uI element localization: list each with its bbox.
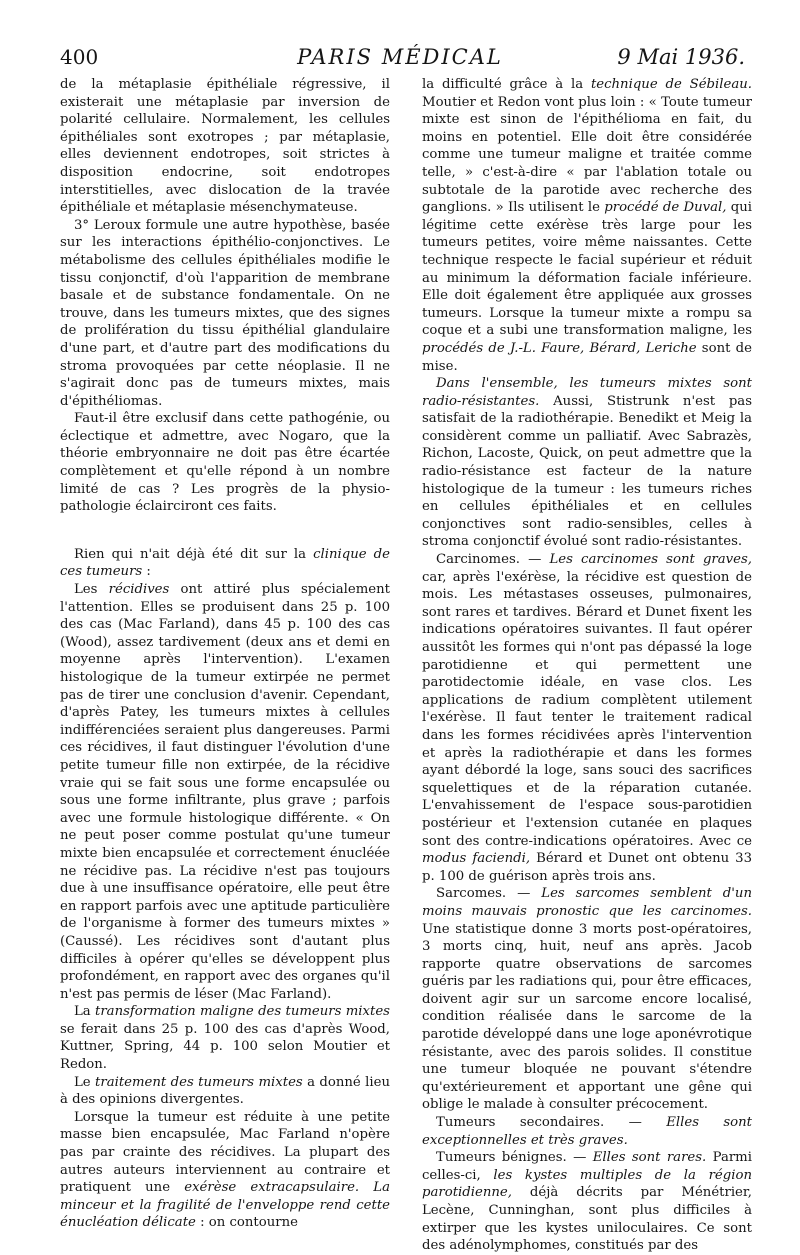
journal-title: PARIS MÉDICAL <box>297 45 503 69</box>
right-column <box>422 76 752 1255</box>
left-column <box>60 76 390 1232</box>
paragraph: Rien qui n'ait déjà été dit sur la clinique de ces tumeurs : <box>60 546 390 580</box>
section-tumeurs-secondaires: Tumeurs secondaires. — Elles sont exceptionnelles et très graves. <box>422 1115 752 1148</box>
paragraph: Les récidives ont attiré plus spécialement l'attention. Elles se produisent dans 25 p. 100 des cas (Mac Farland), dans 45 p. 100 des cas (Wood), assez tardivement (deux ans et demi en moyenne après l'intervention). L'examen histologique de la tumeur extirpée ne permet pas de tirer une conclusion d'avenir. Cependant, d'après Patey, les tumeurs mixtes à cellules indifférenciées seraient plus dangereuses. Parmi ces récidives, il faut distinguer l'évolution d'une petite tumeur fille non extirpée, de la récidive vraie qui se fait sous une forme encapsulée ou sous une forme infiltrante, plus grave ; parfois avec une formule histologique différente. « On ne peut poser comme postulat qu'une tumeur mixte bien encapsulée et correctement énucléée ne récidive pas. La récidive n'est pas toujours due à une insuffisance opératoire, elle peut être en rapport parfois avec une aptitude particulière de l'organisme à former des tumeurs mixtes » (Caussé). Les récidives sont d'autant plus difficiles à opérer qu'elles se développent plus profondément, en rapport avec des organes qu'il n'est pas permis de léser (Mac Farland). <box>60 582 390 1002</box>
section-tumeurs-benignes: Tumeurs bénignes. — Elles sont rares. Parmi celles-ci, les kystes multiples de la région parotidienne, déjà décrits par Ménétrier, Lecène, Cunninghan, sont plus difficiles à extirper que les kystes uniloculaires. Ce sont des adénolymphomes, constitués par des <box>422 1150 752 1254</box>
paragraph: Le traitement des tumeurs mixtes a donné lieu à des opinions divergentes. <box>60 1074 390 1108</box>
paragraph: la difficulté grâce à la technique de Sébileau. Moutier et Redon vont plus loin : « Toute tumeur mixte est sinon de l'épithélioma en fait, du moins en potentiel. Elle doit être considérée comme une tumeur maligne et traitée comme telle, » c'est-à-dire « par l'ablation totale ou subtotale de la parotide avec recherche des ganglions. » Ils utilisent le procédé de Duval, qui légitime cette exérèse très large pour les tumeurs petites, voire même naissantes. Cette technique respecte le facial supérieur et réduit au minimum la déformation faciale inférieure. Elle doit également être appliquée aux grosses tumeurs. Lorsque la tumeur mixte a rompu sa coque et a subi une transformation maligne, les procédés de J.-L. Faure, Bérard, Leriche sont de mise. <box>422 77 753 374</box>
section-carcinomes: Carcinomes. — Les carcinomes sont graves, car, après l'exérèse, la récidive est question de mois. Les métastases osseuses, pulmonaires, sont rares et tardives. Bérard et Dunet fixent les indications opératoires suivantes. Il faut opérer aussitôt les formes qui n'ont pas dépassé la loge parotidienne et qui permettent une parotidectomie idéale, en vase clos. Les applications de radium complètent utilement l'exérèse. Il faut tenter le traitement radical dans les formes récidivées après l'intervention et après la radiothérapie et dans les formes ayant débordé la loge, sans souci des sacrifices squelettiques et de la réparation cutanée. L'envahissement de l'espace sous-parotidien postérieur et l'extension cutanée en plaques sont des contre-indications opératoires. Avec ce modus faciendi, Bérard et Dunet ont obtenu 33 p. 100 de guérison après trois ans. <box>422 552 752 884</box>
paragraph: de la métaplasie épithéliale régressive, il existerait une métaplasie par inversion de polarité cellulaire. Normalement, les cellules épithéliales sont exotropes ; par métaplasie, elles deviennent endotropes, soit strictes à disposition endocrine, soit endotropes interstitielles, avec dislocation de la travée épithéliale et métaplasie mésenchymateuse. <box>60 77 390 216</box>
paragraph: Dans l'ensemble, les tumeurs mixtes sont radio-résistantes. Aussi, Stistrunk n'est pas satisfait de la radiothérapie. Benedikt et Meig la considèrent comme un palliatif. Avec Sabrazès, Richon, Lacoste, Quick, on peut admettre que la radio-résistance est facteur de la nature histologique de la tumeur : les tumeurs riches en cellules épithéliales et en cellules conjonctives sont radio-sensibles, celles à stroma conjonctif évolué sont radio-résistantes. <box>422 376 752 550</box>
section-sarcomes: Sarcomes. — Les sarcomes semblent d'un moins mauvais pronostic que les carcinomes. Une statistique donne 3 morts post-opératoires, 3 morts cinq, huit, neuf ans après. Jacob rapporte quatre observations de sarcomes guéris par les radiations qui, pour être efficaces, doivent agir sur un sarcome encore localisé, condition réalisée dans le sarcome de la parotide développé dans une loge aponévrotique résistante, avec des parois solides. Il constitue une tumeur bloquée ne pouvant s'étendre qu'extérieurement et apportant une gêne qui oblige le malade à consulter précocement. <box>422 886 752 1113</box>
paragraph: 3° Leroux formule une autre hypothèse, basée sur les interactions épithélio-conjonctives. Le métabolisme des cellules épithéliales modifie le tissu conjonctif, d'où l'apparition de membrane basale et de substance fondamentale. On ne trouve, dans les tumeurs mixtes, que des signes de prolifération du tissu épithélial glandulaire d'une part, et d'autre part des modifications du stroma provoquées par cette néoplasie. Il ne s'agirait donc pas de tumeurs mixtes, mais d'épithéliomas. <box>60 217 390 409</box>
paragraph: La transformation maligne des tumeurs mixtes se ferait dans 25 p. 100 des cas d'après Wood, Kuttner, Spring, 44 p. 100 selon Moutier et Redon. <box>60 1004 390 1073</box>
issue-date: 9 Mai 1936. <box>617 45 745 69</box>
paragraph: Faut-il être exclusif dans cette pathogénie, ou éclectique et admettre, avec Nogaro, que la théorie embryonnaire ne doit pas être écartée complètement et qu'elle répond à un nombre limité de cas ? Les progrès de la physio-pathologie éclairciront ces faits. <box>60 411 390 515</box>
paragraph: Lorsque la tumeur est réduite à une petite masse bien encapsulée, Mac Farland n'opère pas par crainte des récidives. La plupart des autres auteurs interviennent au contraire et pratiquent une exérèse extracapsulaire. La minceur et la fragilité de l'enveloppe rend cette énucléation délicate : on contourne <box>60 1109 390 1231</box>
page-number: 400 <box>60 45 99 69</box>
